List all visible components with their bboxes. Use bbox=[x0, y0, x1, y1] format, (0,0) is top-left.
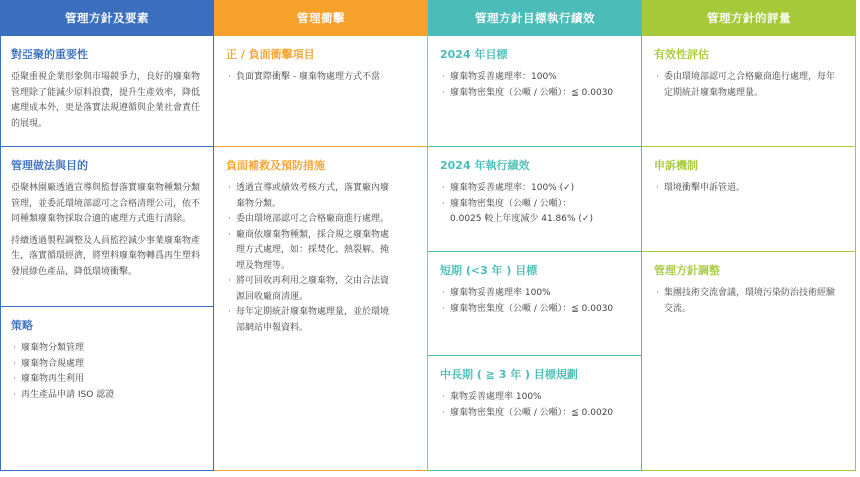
short-term-title: 短期 (<3 年 ) 目標 bbox=[440, 264, 538, 277]
header-col3: 管理方針目標執行績效 bbox=[428, 0, 642, 36]
short-term-section bbox=[428, 252, 641, 356]
column-evaluation bbox=[642, 36, 856, 471]
column-impact bbox=[214, 36, 428, 471]
perf-2024-section bbox=[428, 147, 641, 252]
target-2024-title: 2024 年目標 bbox=[440, 48, 508, 61]
method-text-2: 持續透過製程調整及人員監控減少事業廢棄物產生，落實循環經濟，將塑料廢棄物轉爲再生塑料發展綠色產品，降低環境衝擊。 bbox=[11, 235, 201, 277]
list-item: · 委由環境部認可之合格廠商進行處理，每年定期統計廢棄物處理量。 bbox=[654, 70, 843, 101]
complaint-title: 申訴機制 bbox=[654, 159, 698, 172]
method-text-1: 亞聚林園廠透過宣導與監督落實廢棄物種類分類管理，並委託環境部認可之合格清理公司，依不同種類廢棄物採取合適的處理方式進行清除。 bbox=[11, 183, 201, 224]
list-item: · 棄物妥善處理率 100% bbox=[440, 390, 629, 406]
list-item: · 每年定期統計廢棄物處理量，並於環境部網站申報資料。 bbox=[226, 305, 395, 336]
list-item: · 集團技術交流會議，環境污染防治技術經驗交流。 bbox=[654, 286, 843, 317]
adjust-title: 管理方針調整 bbox=[654, 264, 720, 277]
importance-text: 亞聚重視企業形象與市場競爭力，良好的廢棄物管理除了能減少原料浪費，提升生產效率，降低處理成本外，更是落實法規遵循與企業社會責任的展現。 bbox=[11, 72, 201, 129]
target-2024-section bbox=[428, 36, 641, 147]
header-col2: 管理衝擊 bbox=[214, 0, 428, 36]
list-item: · 委由環境部認可之合格廠商進行處理。 bbox=[226, 212, 395, 228]
impact-section bbox=[214, 36, 427, 147]
long-term-title: 中長期 ( ≧ 3 年 ) 目標規劃 bbox=[440, 368, 578, 381]
perf-2024-title: 2024 年執行績效 bbox=[440, 159, 530, 172]
list-item: · 廢棄物妥善處理率：100% (✓) bbox=[440, 181, 599, 197]
header-col1: 管理方針及要素 bbox=[0, 0, 214, 36]
list-item: · 廢棄物妥善處理率 100% bbox=[440, 286, 629, 302]
list-item: · 廢棄物分類管理 bbox=[11, 341, 203, 357]
method-title: 管理做法與目的 bbox=[11, 159, 88, 172]
remedy-title: 負面補救及預防措施 bbox=[226, 159, 325, 172]
long-term-section bbox=[428, 356, 641, 470]
strategy-title: 策略 bbox=[11, 319, 33, 332]
list-item: · 廢棄物密集度（公噸 / 公噸）：≦ 0.0030 bbox=[440, 302, 629, 318]
effectiveness-title: 有效性評估 bbox=[654, 48, 709, 61]
list-item: · 廢棄物密集度（公噸 / 公噸）：0.0025 較上年度減少 41.86% (✓) bbox=[440, 197, 599, 228]
importance-section bbox=[1, 36, 213, 147]
list-item: · 廢棄物再生利用 bbox=[11, 372, 203, 388]
header-col4: 管理方針的評量 bbox=[642, 0, 856, 36]
list-item: · 再生產品申請 ISO 認證 bbox=[11, 388, 203, 404]
list-item: · 廠商依廢棄物種類，採合規之廢棄物處理方式處理，如：採焚化、熱裂解、掩埋及物理等。 bbox=[226, 228, 395, 275]
impact-title: 正 / 負面衝擊項目 bbox=[226, 48, 315, 61]
list-item: · 廢棄物密集度（公噸 / 公噸）：≦ 0.0020 bbox=[440, 406, 629, 422]
effectiveness-section bbox=[642, 36, 855, 147]
list-item: · 廢棄物密集度（公噸 / 公噸）：≦ 0.0030 bbox=[440, 86, 629, 102]
column-elements bbox=[0, 36, 214, 471]
list-item: · 透過宣導或績效考核方式，落實廠內廢棄物分類。 bbox=[226, 181, 395, 212]
importance-title: 對亞聚的重要性 bbox=[11, 48, 88, 61]
list-item: · 廢棄物妥善處理率：100% bbox=[440, 70, 629, 86]
column-performance bbox=[428, 36, 642, 471]
list-item: · 廢棄物合規處理 bbox=[11, 357, 203, 373]
list-item: · 將可回收再利用之廢棄物，交由合法資源回收廠商清運。 bbox=[226, 274, 395, 305]
adjust-section bbox=[642, 252, 855, 470]
list-item: · 環境衝擊申訴管道。 bbox=[654, 181, 843, 197]
strategy-section bbox=[1, 307, 213, 470]
remedy-section bbox=[214, 147, 427, 470]
list-item: · 負面實際衝擊 - 廢棄物處理方式不當 bbox=[226, 70, 415, 86]
complaint-section bbox=[642, 147, 855, 252]
method-section bbox=[1, 147, 213, 307]
